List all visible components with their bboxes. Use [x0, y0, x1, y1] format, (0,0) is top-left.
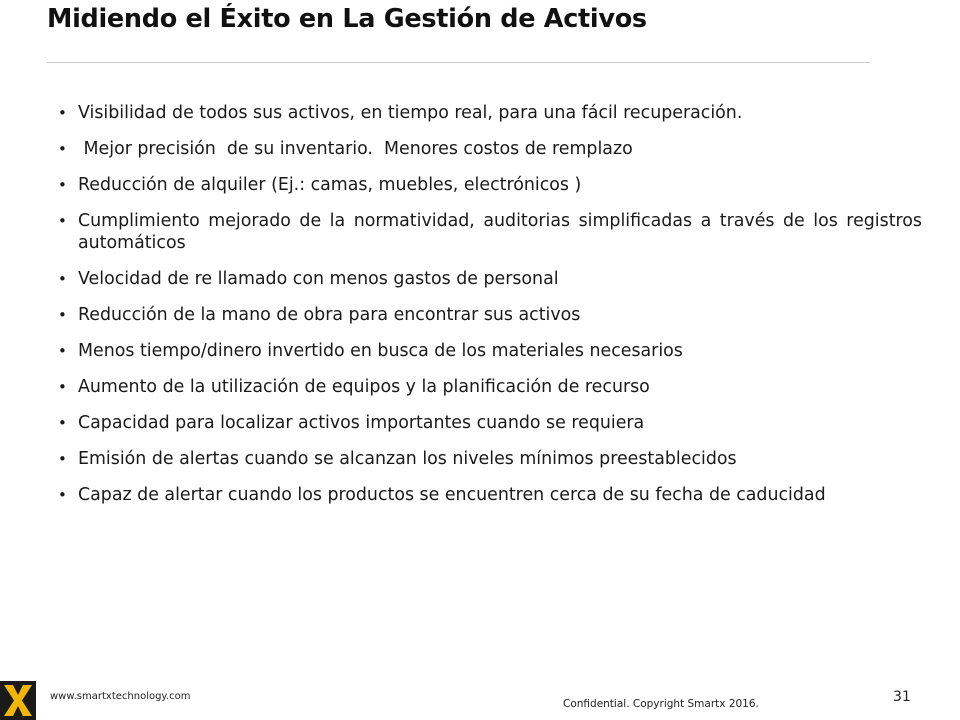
bullet-glyph: •: [58, 212, 67, 230]
website-link[interactable]: www.smartxtechnology.com: [50, 691, 191, 702]
slide-title: Midiendo el Éxito en La Gestión de Activos: [47, 4, 647, 34]
bullet-item: [52, 268, 922, 290]
bullet-text: Reducción de la mano de obra para encontrar sus activos: [78, 305, 581, 325]
bullet-text: Aumento de la utilización de equipos y la planificación de recurso: [78, 377, 650, 397]
bullet-text: Mejor precisión de su inventario. Menores costos de remplazo: [78, 139, 633, 159]
bullet-text: Reducción de alquiler (Ej.: camas, muebles, electrónicos ): [78, 175, 582, 195]
confidential-notice: Confidential. Copyright Smartx 2016.: [563, 698, 759, 710]
bullet-item: [52, 340, 922, 362]
page-number: 31: [893, 689, 911, 705]
title-divider: [47, 62, 870, 63]
bullet-item: [52, 174, 922, 196]
bullet-item: [52, 138, 922, 160]
bullet-text: Visibilidad de todos sus activos, en tiempo real, para una fácil recuperación.: [78, 103, 743, 123]
bullet-glyph: •: [58, 176, 67, 194]
bullet-glyph: •: [58, 342, 67, 360]
bullet-item: [52, 376, 922, 398]
x-logo-icon: [0, 681, 36, 720]
bullet-list: [52, 102, 922, 520]
bullet-glyph: •: [58, 104, 67, 122]
bullet-item: [52, 448, 922, 470]
bullet-item: [52, 304, 922, 326]
bullet-item: [52, 484, 922, 506]
smartx-logo: [0, 681, 36, 720]
bullet-item: [52, 412, 922, 434]
bullet-text: Capaz de alertar cuando los productos se encuentren cerca de su fecha de caducidad: [78, 485, 826, 505]
bullet-text: Velocidad de re llamado con menos gastos de personal: [78, 269, 559, 289]
bullet-glyph: •: [58, 306, 67, 324]
bullet-text: Emisión de alertas cuando se alcanzan los niveles mínimos preestablecidos: [78, 449, 737, 469]
bullet-glyph: •: [58, 414, 67, 432]
bullet-text: Cumplimiento mejorado de la normatividad, auditorias simplificadas a través de los registros automáticos: [78, 211, 922, 253]
bullet-glyph: •: [58, 270, 67, 288]
bullet-glyph: •: [58, 486, 67, 504]
bullet-glyph: •: [58, 450, 67, 468]
bullet-item: [52, 210, 922, 254]
bullet-glyph: •: [58, 140, 67, 158]
bullet-text: Menos tiempo/dinero invertido en busca de los materiales necesarios: [78, 341, 683, 361]
bullet-glyph: •: [58, 378, 67, 396]
bullet-item: [52, 102, 922, 124]
bullet-text: Capacidad para localizar activos importantes cuando se requiera: [78, 413, 645, 433]
